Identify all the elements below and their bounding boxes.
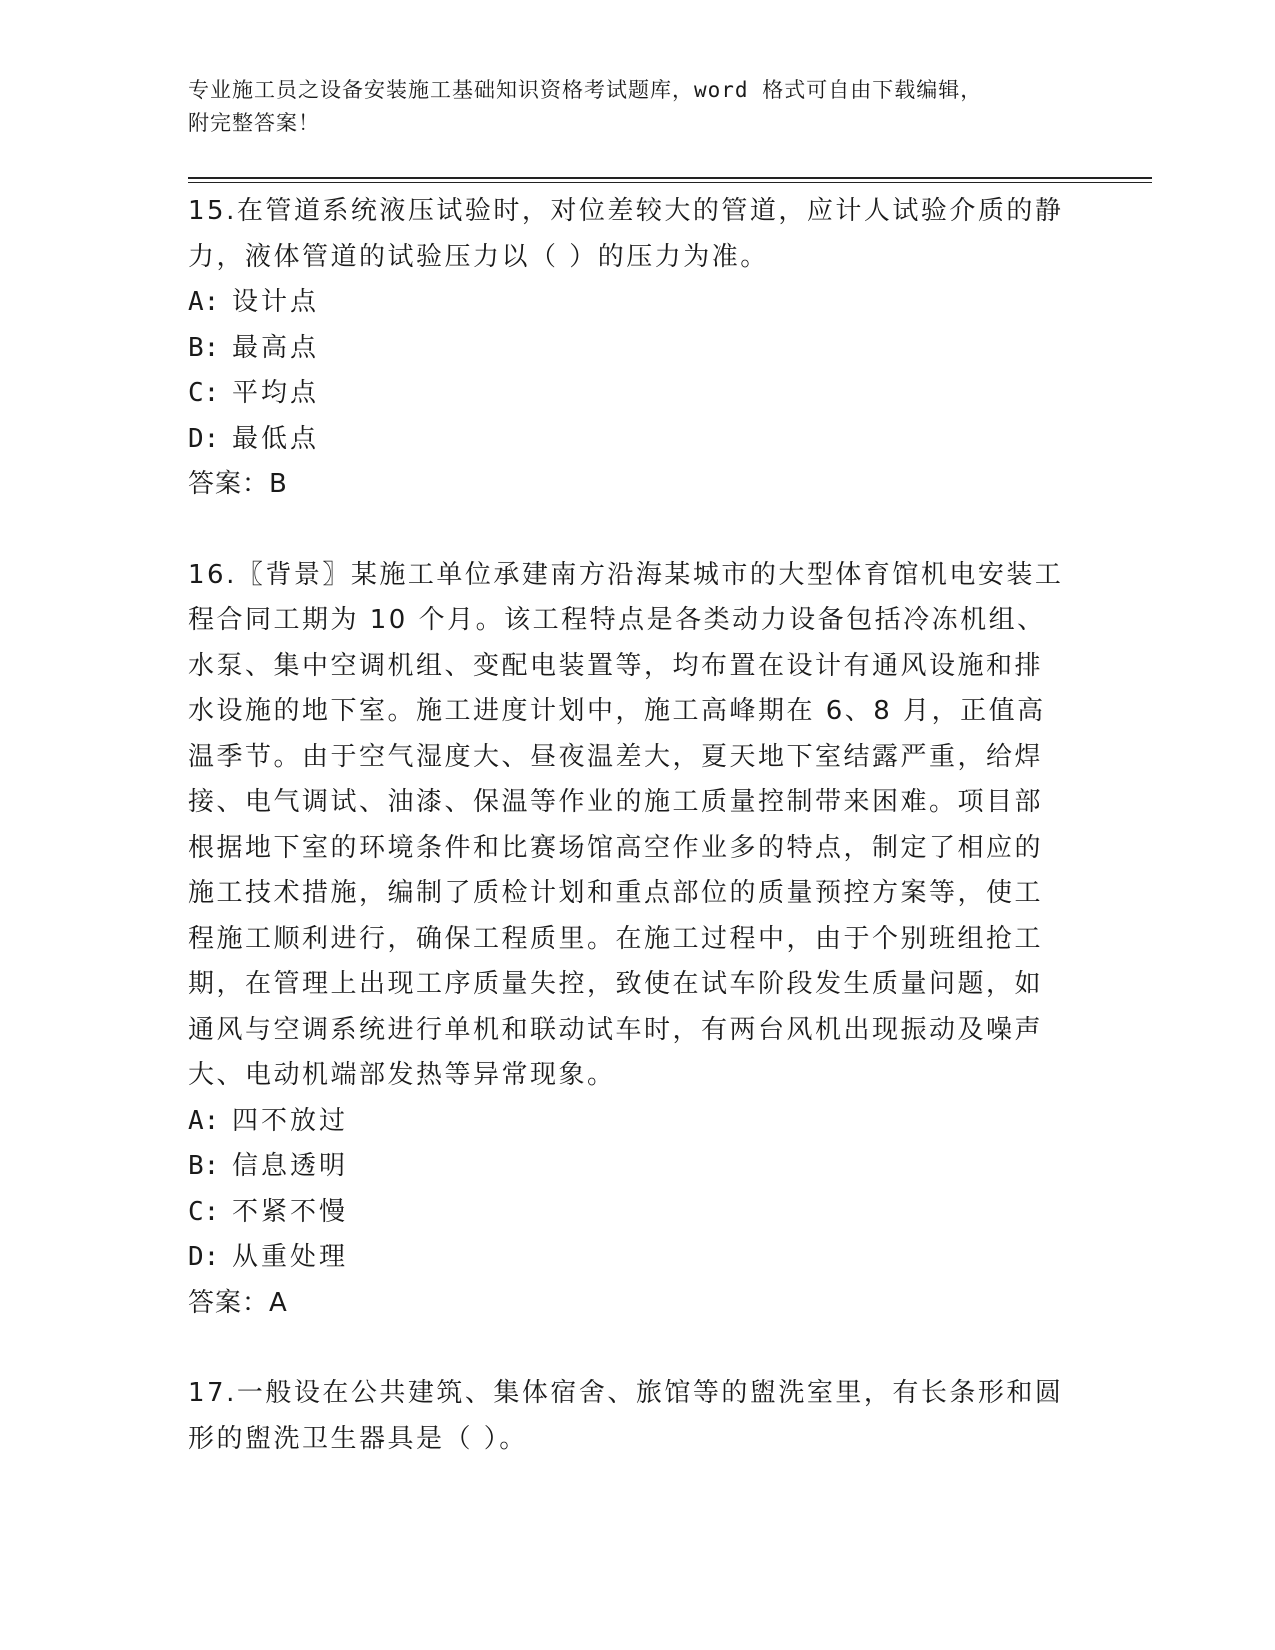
option-text: 最低点 [232,423,320,454]
option-text: 不紧不慢 [232,1196,349,1227]
header-divider-thick [188,177,1152,179]
option-d [188,1235,1068,1281]
option-key: B: [188,332,220,363]
question-stem: 15.在管道系统液压试验时，对位差较大的管道，应计人试验介质的静力，液体管道的试验压力以（ ）的压力为准。 [188,196,1064,272]
option-text: 四不放过 [232,1105,349,1136]
option-b [188,326,1068,372]
question-16 [188,553,1068,1327]
option-text: 最高点 [232,332,320,363]
option-key: A: [188,1105,220,1136]
option-key: C: [188,378,220,408]
option-key: B: [188,1151,220,1181]
option-text: 设计点 [232,287,320,317]
option-text: 信息透明 [232,1151,349,1181]
option-key: D: [188,1242,220,1272]
option-d [188,417,1068,463]
answer-line: 答案：B [188,469,288,499]
option-text: 平均点 [232,378,320,408]
question-stem: 17.一般设在公共建筑、集体宿舍、旅馆等的盥洗室里，有长条形和圆形的盥洗卫生器具是（ ）。 [188,1378,1064,1454]
option-c [188,371,1068,417]
question-stem: 16.〖背景〗某施工单位承建南方沿海某城市的大型体育馆机电安装工程合同工期为 10 个月。该工程特点是各类动力设备包括冷冻机组、水泵、集中空调机组、变配电装置等，均布置在设计有通风设施和排水设施的地下室。施工进度计划中，施工高峰期在 6、8 月，正值高温季节。由于空气湿度大、昼夜温差大，夏天地下室结露严重，给焊接、电气调试、油漆、保温等作业的施工质量控制带来困难。项目部根据地下室的环境条件和比赛场馆高空作业多的特点，制定了相应的施工技术措施，编制了质检计划和重点部位的质量预控方案等，使工程施工顺利进行，确保工程质里。在施工过程中，由于个别班组抢工期，在管理上出现工序质量失控，致使在试车阶段发生质量问题，如通风与空调系统进行单机和联动试车时，有两台风机出现振动及噪声大、电动机端部发热等异常现象。 [188,559,1064,1090]
header-line-1: 专业施工员之设备安装施工基础知识资格考试题库，word 格式可自由下载编辑， [188,78,983,102]
question-list [188,189,1068,1507]
option-key: C: [188,1196,220,1227]
document-header [188,74,1068,140]
answer-line: 答案：A [188,1287,288,1318]
option-key: A: [188,287,220,317]
question-17 [188,1371,1068,1462]
header-line-2: 附完整答案！ [188,111,320,135]
header-divider-thin [188,182,1152,183]
option-a [188,280,1068,326]
option-text: 从重处理 [232,1242,349,1272]
option-c [188,1190,1068,1236]
option-key: D: [188,423,220,454]
option-b [188,1144,1068,1190]
option-a [188,1099,1068,1145]
question-15 [188,189,1068,508]
